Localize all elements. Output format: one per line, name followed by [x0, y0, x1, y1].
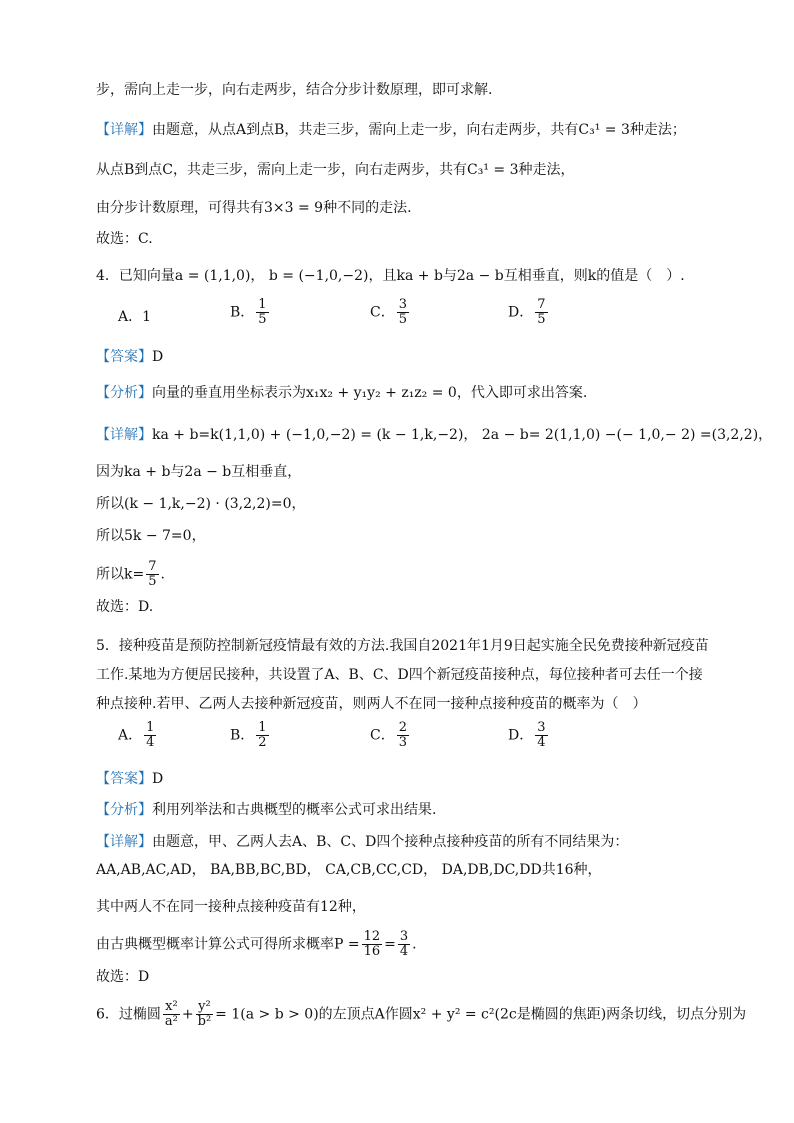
- text-line: 步，需向上走一步，向右走两步，结合分步计数原理，即可求解.: [96, 82, 493, 98]
- q4-option-c: C． $\frac{3}{5}$: [370, 297, 407, 327]
- text-line: [96, 120, 686, 140]
- analysis-line: 【分析】向量的垂直用坐标表示为x₁x₂ + y₁y₂ + z₁z₂ = 0，代入即可求出答案.: [96, 385, 588, 401]
- text-line: 故选：D: [96, 969, 150, 985]
- text-line: 由分步计数原理，可得共有3×3 = 9种不同的走法.: [96, 200, 412, 216]
- q4-option-a: A．1: [118, 309, 152, 325]
- q5-option-a: A． $\frac{1}{4}$: [118, 720, 155, 750]
- analysis-line: 【分析】利用列举法和古典概型的概率公式可求出结果.: [96, 802, 437, 818]
- answer-tag: 【答案】: [96, 771, 152, 787]
- text-line: 所以(k − 1,k,−2) · (3,2,2)=0，: [96, 496, 306, 512]
- q5-option-b: B． $\frac{1}{2}$: [230, 720, 267, 750]
- text-line: 由古典概型概率计算公式可得所求概率P = $\frac{12}{16}$ = $\frac{3}{4}$ .: [96, 929, 417, 959]
- text-line: 所以5k − 7=0，: [96, 528, 206, 544]
- analysis-tag: 【分析】: [96, 385, 152, 401]
- text-line: 种点接种.若甲、乙两人去接种新冠疫苗，则两人不在同一接种点接种疫苗的概率为（ ）: [96, 696, 647, 712]
- analysis-tag: 【分析】: [96, 802, 152, 818]
- text-line: 故选：C.: [96, 231, 153, 247]
- answer-line: 【答案】D: [96, 771, 164, 787]
- detail-tag: 【详解】: [96, 834, 152, 850]
- text-line: 因为ka + b与2a − b互相垂直，: [96, 464, 302, 480]
- text-line: 故选：D.: [96, 599, 154, 615]
- text-line: 工作.某地为方便居民接种，共设置了A、B、C、D四个新冠疫苗接种点，每位接种者可去任一个接: [96, 667, 703, 683]
- section-tag: 【详解】: [96, 122, 152, 138]
- q5-option-d: D． $\frac{3}{4}$: [508, 720, 546, 750]
- text-line: 从点B到点C，共走三步，需向上走一步，向右走两步，共有C₃¹ = 3种走法，: [96, 162, 575, 178]
- question-6: 6．过椭圆 $\frac{\text{x²}}{\text{a²}}$ + $\frac{\text{y²}}{\text{b²}}$ = 1(a > b > 0)的左顶点A作圆x² + y² = c²(2c是椭圆的焦距)两条切线，切点分别为: [96, 999, 747, 1029]
- q4-option-b: B． $\frac{1}{5}$: [230, 297, 267, 327]
- q4-option-d: D． $\frac{7}{5}$: [508, 297, 546, 327]
- question-5: 5．接种疫苗是预防控制新冠疫情最有效的方法.我国自2021年1月9日起实施全民免费接种新冠疫苗: [96, 638, 709, 654]
- answer-tag: 【答案】: [96, 349, 152, 365]
- question-4: 4．已知向量a = (1,1,0)， b = (−1,0,−2)，且ka + b与2a − b互相垂直，则k的值是（ ）.: [96, 268, 685, 284]
- detail-line: 【详解】ka + b=k(1,1,0) + (−1,0,−2) = (k − 1,k,−2)， 2a − b= 2(1,1,0) −(− 1,0,− 2) =(3,2,2)，: [96, 427, 773, 443]
- detail-tag: 【详解】: [96, 427, 152, 443]
- text-line: AA,AB,AC,AD， BA,BB,BC,BD， CA,CB,CC,CD， DA,DB,DC,DD共16种，: [96, 862, 602, 878]
- text-content: 由题意，从点A到点B，共走三步，需向上走一步，向右走两步，共有C₃¹ = 3种走法；: [152, 122, 686, 138]
- text-line: 其中两人不在同一接种点接种疫苗有12种，: [96, 899, 366, 915]
- text-line: 所以k= $\frac{7}{5}$ .: [96, 559, 165, 589]
- detail-line: 【详解】由题意，甲、乙两人去A、B、C、D四个接种点接种疫苗的所有不同结果为：: [96, 834, 629, 850]
- q5-option-c: C． $\frac{2}{3}$: [370, 720, 407, 750]
- answer-line: 【答案】D: [96, 349, 164, 365]
